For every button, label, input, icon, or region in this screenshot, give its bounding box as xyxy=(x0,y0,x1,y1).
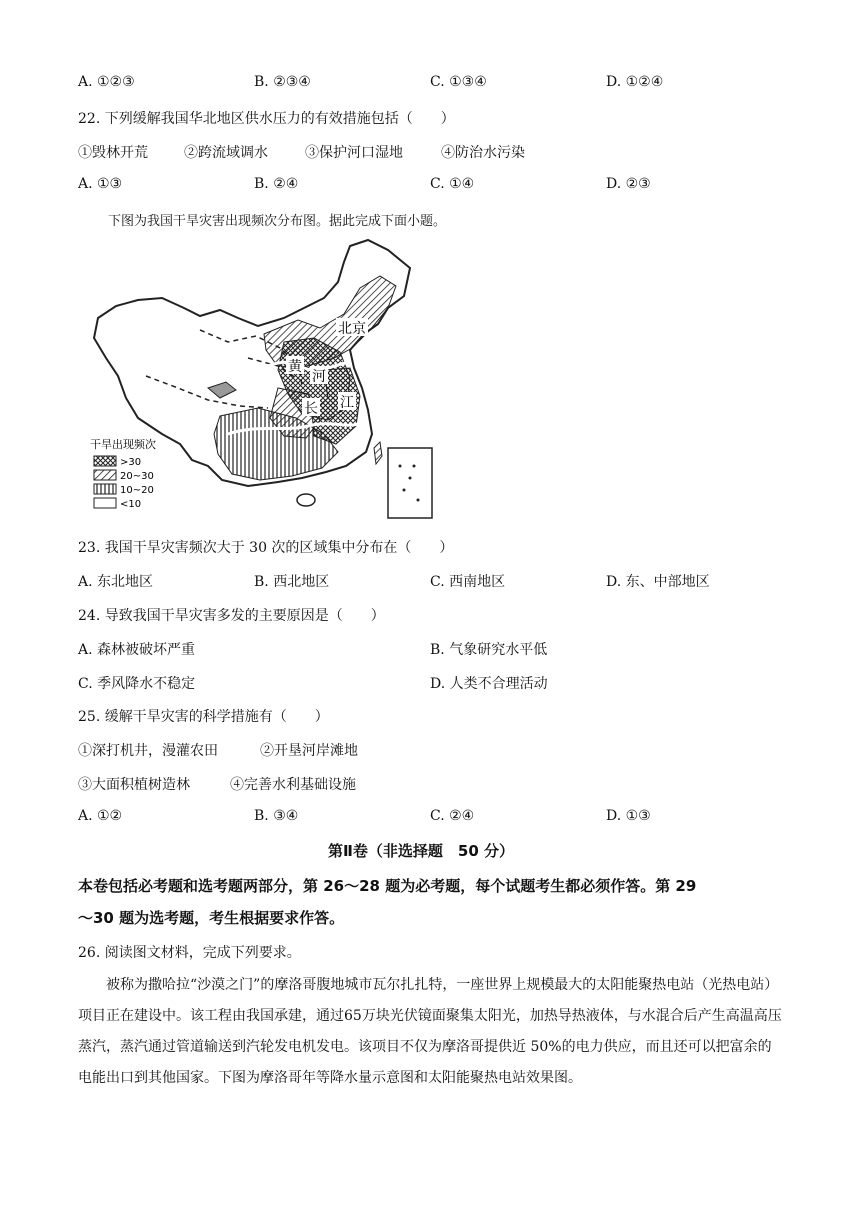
q21-option-b: B. ②③④ xyxy=(254,74,311,90)
drought-frequency-map xyxy=(88,238,450,524)
q22-option-a: A. ①③ xyxy=(78,176,123,192)
legend-item-2: 20~30 xyxy=(120,471,154,482)
section-2-note-line-2: ～30 题为选考题，考生根据要求作答。 xyxy=(78,909,345,927)
q23-option-b: B. 西北地区 xyxy=(254,574,330,590)
section-2-note-line-1: 本卷包括必考题和选考题两部分，第 26～28 题为必考题，每个试题考生都必须作答。第 29 xyxy=(78,877,697,895)
q25-option-b: B. ③④ xyxy=(254,808,299,824)
q25-item-2: ②开垦河岸滩地 xyxy=(260,743,358,759)
q22-option-c: C. ①④ xyxy=(430,176,475,192)
q22-item-4: ④防治水污染 xyxy=(441,145,525,161)
q25-stem: 25. 缓解干旱灾害的科学措施有（ ） xyxy=(78,709,329,725)
q21-option-d: D. ①②④ xyxy=(606,74,664,90)
q24-option-a: A. 森林被破坏严重 xyxy=(78,642,196,658)
q25-item-1: ①深打机井，漫灌农田 xyxy=(78,743,218,759)
q22-item-3: ③保护河口湿地 xyxy=(305,145,403,161)
map-label-huang: 黄 xyxy=(288,359,302,375)
q24-option-d: D. 人类不合理活动 xyxy=(430,676,548,692)
legend-item-3: 10~20 xyxy=(120,485,154,496)
q24-option-c: C. 季风降水不稳定 xyxy=(78,676,196,692)
q22-item-1: ①毁林开荒 xyxy=(78,145,148,161)
q26-stem: 26. 阅读图文材料，完成下列要求。 xyxy=(78,945,301,961)
q26-paragraph: 被称为撒哈拉“沙漠之门”的摩洛哥腹地城市瓦尔扎扎特，一座世界上规模最大的太阳能聚热电站（光热电站）项目正在建设中。该工程由我国承建，通过65万块光伏镜面聚集太阳光，加热导热液体，与水混合后产生高温高压蒸汽，蒸汽通过管道输送到汽轮发电机发电。该项目不仅为摩洛哥提供近 50%的电力供应，而且还可以把富余的电能出口到其他国家。下图为摩洛哥年等降水量示意图和太阳能聚热电站效果图。 xyxy=(78,977,782,1086)
q23-option-a: A. 东北地区 xyxy=(78,574,154,590)
legend-item-1: >30 xyxy=(120,457,142,468)
map-label-chang: 长 xyxy=(304,401,318,417)
map-label-he: 河 xyxy=(312,369,326,385)
q23-stem: 23. 我国干旱灾害频次大于 30 次的区域集中分布在（ ） xyxy=(78,540,454,556)
q22-item-2: ②跨流域调水 xyxy=(184,145,268,161)
q25-item-3: ③大面积植树造林 xyxy=(78,777,190,793)
q23-option-c: C. 西南地区 xyxy=(430,574,506,590)
map-label-beijing: 北京 xyxy=(338,321,366,337)
q21-option-a: A. ①②③ xyxy=(78,74,135,90)
q23-option-d: D. 东、中部地区 xyxy=(606,574,710,590)
map-intro: 下图为我国干旱灾害出现频次分布图。据此完成下面小题。 xyxy=(108,214,447,229)
q25-option-c: C. ②④ xyxy=(430,808,475,824)
q24-option-b: B. 气象研究水平低 xyxy=(430,642,548,658)
q25-option-a: A. ①② xyxy=(78,808,123,824)
q22-option-d: D. ②③ xyxy=(606,176,651,192)
q22-option-b: B. ②④ xyxy=(254,176,299,192)
q25-item-4: ④完善水利基础设施 xyxy=(230,777,356,793)
q21-option-c: C. ①③④ xyxy=(430,74,487,90)
map-label-jiang: 江 xyxy=(340,395,354,411)
section-2-title: 第Ⅱ卷（非选择题 50 分） xyxy=(328,842,514,860)
q25-option-d: D. ①③ xyxy=(606,808,651,824)
legend-title: 干旱出现频次 xyxy=(90,438,156,451)
q24-stem: 24. 导致我国干旱灾害多发的主要原因是（ ） xyxy=(78,608,385,624)
q22-stem: 22. 下列缓解我国华北地区供水压力的有效措施包括（ ） xyxy=(78,111,455,127)
legend-item-4: <10 xyxy=(120,499,142,510)
